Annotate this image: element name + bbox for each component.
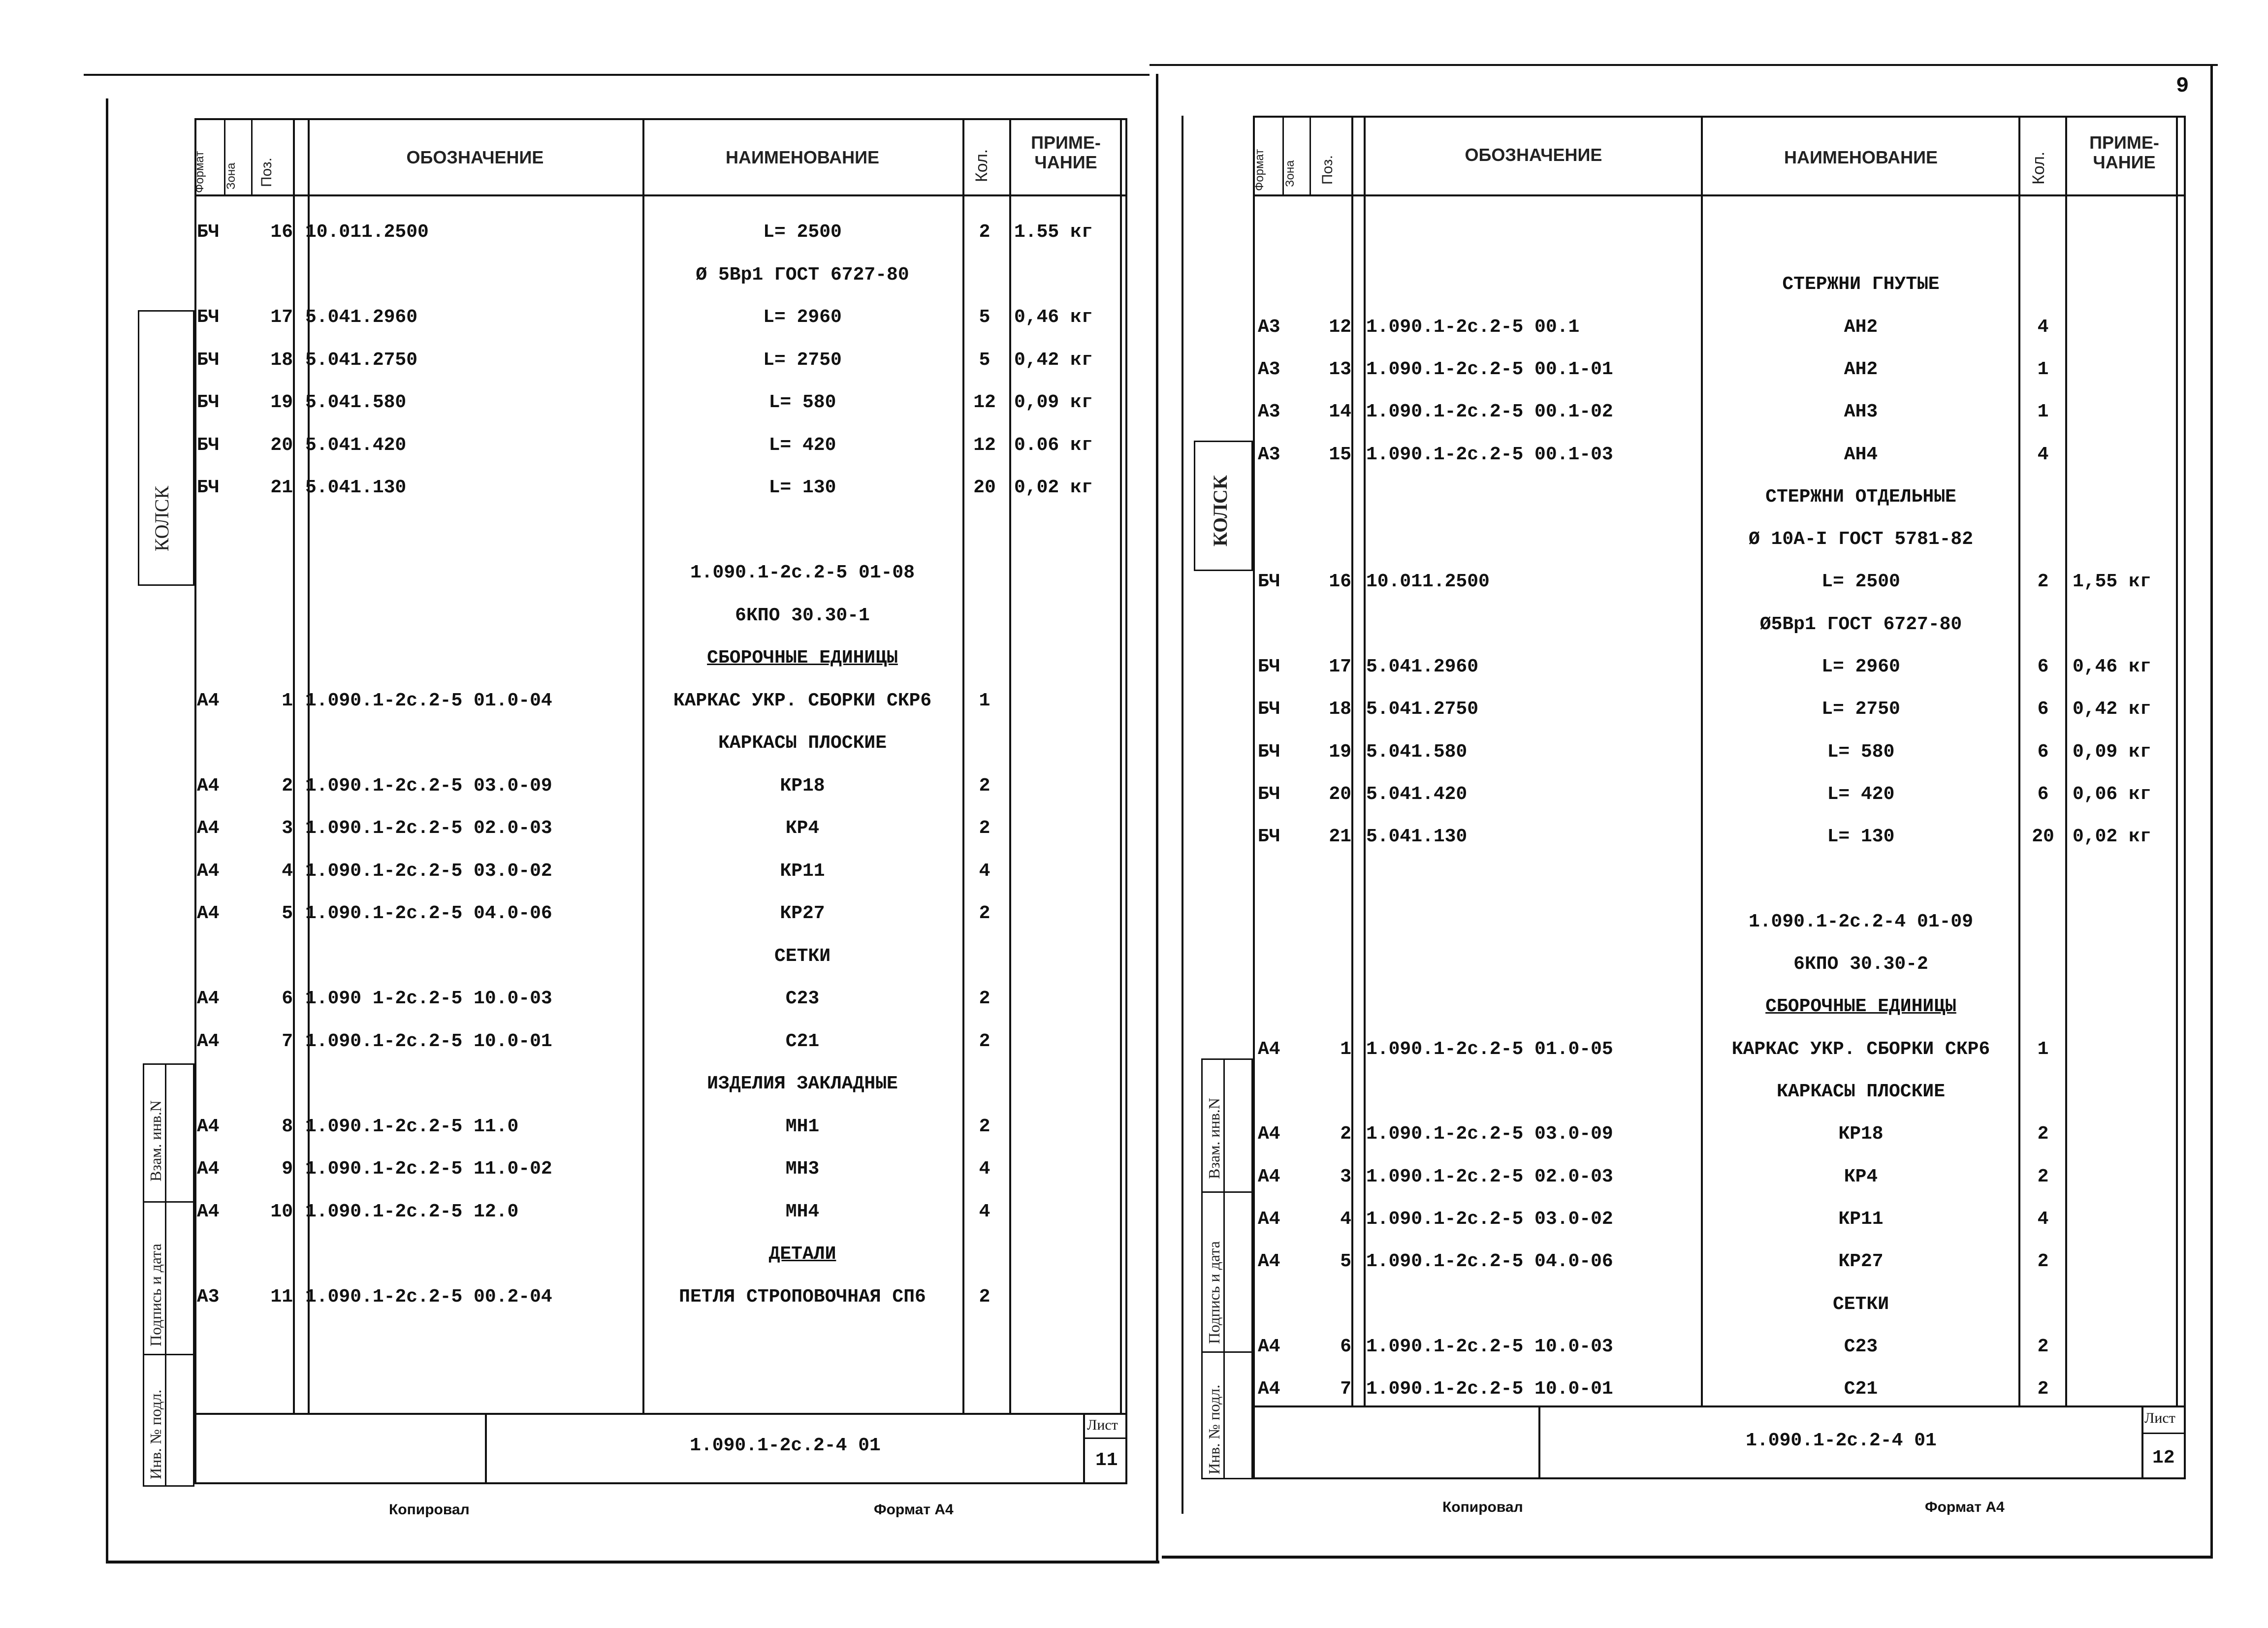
right-row-des: 5.041.2960 xyxy=(1366,656,1479,677)
right-row-des: 1.090.1-2с.2-5 01.0-05 xyxy=(1366,1038,1613,1060)
right-row-fmt: А4 xyxy=(1258,1166,1280,1187)
right-row-fmt: А4 xyxy=(1258,1251,1280,1273)
right-row-des: 1.090.1-2с.2-5 03.0-09 xyxy=(1366,1123,1613,1145)
left-row-fmt: БЧ xyxy=(197,434,220,456)
left-row-fmt: БЧ xyxy=(197,349,220,371)
left-row-note: 1.55 кг xyxy=(1014,222,1093,243)
right-row-qty: 6 xyxy=(2037,783,2049,805)
left-side-rule xyxy=(143,1354,194,1355)
right-row-qty: 4 xyxy=(2037,444,2049,465)
right-row-fmt: А4 xyxy=(1258,1123,1280,1145)
left-side-rule xyxy=(165,1063,166,1487)
left-row-name: КР4 xyxy=(785,818,820,839)
left-row-qty: 4 xyxy=(979,860,990,882)
right-stamp-rule xyxy=(2141,1405,2143,1479)
left-stamp-rule xyxy=(485,1413,487,1484)
left-row-fmt: А4 xyxy=(197,988,220,1009)
left-col-rule xyxy=(1009,118,1011,1413)
left-row-des: 1.090.1-2с.2-5 12.0 xyxy=(305,1201,519,1222)
left-row-note: 0.06 кг xyxy=(1014,434,1093,456)
left-header-rule xyxy=(194,194,1127,196)
right-row-des: 1.090.1-2с.2-5 00.1-03 xyxy=(1366,444,1613,465)
left-row-name: МН4 xyxy=(785,1201,820,1222)
right-row-fmt: А4 xyxy=(1258,1208,1280,1230)
left-row-pos: 5 xyxy=(282,903,293,924)
right-row-name: L= 2960 xyxy=(1821,656,1900,677)
right-hdr-pos: Поз. xyxy=(1319,155,1336,185)
right-stamp-code: 1.090.1-2с.2-4 01 xyxy=(1746,1430,1937,1451)
right-row-pos: 21 xyxy=(1329,826,1351,848)
right-row-des: 1.090.1-2с.2-5 02.0-03 xyxy=(1366,1166,1613,1187)
right-row-pos: 4 xyxy=(1340,1208,1351,1230)
right-row-fmt: А3 xyxy=(1258,444,1280,465)
left-row-des: 5.041.420 xyxy=(305,434,407,456)
right-row-name: L= 580 xyxy=(1827,741,1895,763)
left-row-des: 1.090.1-2с.2-5 01.0-04 xyxy=(305,690,552,711)
right-row-qty: 1 xyxy=(2037,401,2049,423)
left-row-name: ПЕТЛЯ СТРОПОВОЧНАЯ СП6 xyxy=(679,1286,926,1308)
right-row-des: 1.090.1-2с.2-5 00.1-02 xyxy=(1366,401,1613,423)
left-stamp-rule xyxy=(194,1413,1127,1415)
right-row-des: 1.090.1-2с.2-5 03.0-02 xyxy=(1366,1208,1613,1230)
left-row-note: 0,46 кг xyxy=(1014,307,1093,328)
left-row-des: 1.090.1-2с.2-5 00.2-04 xyxy=(305,1286,552,1308)
left-row-des: 1.090.1-2с.2-5 02.0-03 xyxy=(305,818,552,839)
left-col-rule xyxy=(293,118,295,1413)
left-hdr-pos: Поз. xyxy=(258,158,275,187)
left-row-note: 0,02 кг xyxy=(1014,477,1093,498)
left-hdr-name: НАИМЕНОВАНИЕ xyxy=(726,147,879,167)
right-row-fmt: БЧ xyxy=(1258,656,1280,677)
left-row-pos: 6 xyxy=(282,988,293,1009)
right-row-name: СТЕРЖНИ ГНУТЫЕ xyxy=(1782,274,1940,295)
right-side-rule xyxy=(1201,1351,1253,1353)
right-row-des: 5.041.130 xyxy=(1366,826,1468,848)
right-sheet-number: 12 xyxy=(2152,1447,2175,1468)
left-row-pos: 3 xyxy=(282,818,293,839)
left-row-fmt: А4 xyxy=(197,1116,220,1137)
left-row-fmt: А4 xyxy=(197,1158,220,1180)
right-side-podpis: Подпись и дата xyxy=(1205,1241,1223,1344)
right-row-des: 1.090.1-2с.2-5 04.0-06 xyxy=(1366,1251,1613,1273)
right-top-border xyxy=(1150,64,2218,66)
left-row-qty: 20 xyxy=(973,477,996,498)
left-footer-format: Формат А4 xyxy=(874,1501,954,1518)
right-row-qty: 6 xyxy=(2037,656,2049,677)
right-row-qty: 1 xyxy=(2037,358,2049,380)
left-row-qty: 2 xyxy=(979,1286,990,1308)
right-row-name: АН4 xyxy=(1844,444,1878,465)
left-row-qty: 4 xyxy=(979,1158,990,1180)
left-row-pos: 10 xyxy=(270,1201,293,1222)
left-row-des: 1.090.1-2с.2-5 03.0-09 xyxy=(305,775,552,797)
left-row-des: 1.090.1-2с.2-5 10.0-01 xyxy=(305,1030,552,1052)
left-row-pos: 20 xyxy=(270,434,293,456)
left-row-name: L= 420 xyxy=(768,434,836,456)
right-row-qty: 20 xyxy=(2032,826,2054,848)
right-row-name: 6КПО 30.30-2 xyxy=(1793,954,1928,975)
right-row-pos: 12 xyxy=(1329,316,1351,338)
right-row-name: L= 2750 xyxy=(1821,699,1900,720)
left-row-name: Ø 5Вр1 ГОСТ 6727-80 xyxy=(696,264,909,286)
left-sheet-number: 11 xyxy=(1095,1450,1118,1471)
right-row-fmt: А3 xyxy=(1258,316,1280,338)
left-top-border xyxy=(84,74,1150,76)
left-row-name: КАРКАС УКР. СБОРКИ СКР6 xyxy=(673,690,932,711)
left-row-pos: 7 xyxy=(282,1030,293,1052)
right-row-qty: 6 xyxy=(2037,741,2049,763)
left-row-pos: 21 xyxy=(270,477,293,498)
left-stamp-rule xyxy=(1083,1437,1127,1439)
right-row-fmt: А3 xyxy=(1258,401,1280,423)
left-row-fmt: А4 xyxy=(197,775,220,797)
right-corner-mark: 9 xyxy=(2176,74,2189,98)
left-row-fmt: А4 xyxy=(197,818,220,839)
left-row-pos: 1 xyxy=(282,690,293,711)
left-row-qty: 5 xyxy=(979,349,990,371)
right-row-fmt: А4 xyxy=(1258,1378,1280,1400)
left-row-name: МН3 xyxy=(785,1158,820,1180)
right-row-name: АН3 xyxy=(1844,401,1878,423)
right-right-border xyxy=(2210,64,2213,1558)
right-col-rule xyxy=(1364,116,1366,1405)
left-row-name: ДЕТАЛИ xyxy=(768,1244,836,1265)
right-row-des: 5.041.2750 xyxy=(1366,699,1479,720)
right-header-rule xyxy=(1253,194,2186,196)
right-footer-format: Формат А4 xyxy=(1925,1499,2005,1515)
left-row-name: МН1 xyxy=(785,1116,820,1137)
right-row-qty: 4 xyxy=(2037,1208,2049,1230)
left-row-pos: 9 xyxy=(282,1158,293,1180)
right-row-fmt: БЧ xyxy=(1258,783,1280,805)
right-hdr-name: НАИМЕНОВАНИЕ xyxy=(1784,147,1938,167)
right-row-name: КР27 xyxy=(1838,1251,1884,1273)
right-row-name: L= 2500 xyxy=(1821,571,1900,593)
left-row-fmt: А3 xyxy=(197,1286,220,1308)
left-outer-left-border xyxy=(106,98,108,1561)
left-kolaks-label: КОЛСК xyxy=(151,485,173,551)
left-side-inv: Инв. № подл. xyxy=(147,1389,164,1479)
left-row-pos: 17 xyxy=(270,307,293,328)
right-row-pos: 17 xyxy=(1329,656,1351,677)
left-row-pos: 4 xyxy=(282,860,293,882)
right-row-name: СЕТКИ xyxy=(1832,1293,1889,1315)
left-row-fmt: БЧ xyxy=(197,307,220,328)
left-row-pos: 16 xyxy=(270,222,293,243)
left-row-name: СЕТКИ xyxy=(774,945,831,967)
right-row-des: 1.090.1-2с.2-5 00.1 xyxy=(1366,316,1580,338)
right-row-name: КР4 xyxy=(1844,1166,1878,1187)
right-kolaks-label: КОЛСК xyxy=(1209,475,1231,546)
right-col-rule xyxy=(1310,116,1311,194)
left-stamp-rule xyxy=(1083,1413,1085,1484)
right-sheet-label: Лист xyxy=(2144,1410,2175,1426)
right-col-rule xyxy=(2018,116,2020,1405)
right-row-name: АН2 xyxy=(1844,316,1878,338)
left-row-name: СБОРОЧНЫЕ ЕДИНИЦЫ xyxy=(707,647,898,669)
right-row-qty: 2 xyxy=(2037,1378,2049,1400)
left-sheet-label: Лист xyxy=(1087,1417,1118,1433)
left-row-des: 1.090 1-2с.2-5 10.0-03 xyxy=(305,988,552,1009)
right-row-note: 1,55 кг xyxy=(2073,571,2151,593)
left-row-des: 5.041.2960 xyxy=(305,307,418,328)
right-row-pos: 1 xyxy=(1340,1038,1351,1060)
right-row-fmt: БЧ xyxy=(1258,826,1280,848)
right-row-note: 0,06 кг xyxy=(2073,783,2151,805)
left-hdr-designation: ОБОЗНАЧЕНИЕ xyxy=(406,147,544,167)
right-row-name: L= 130 xyxy=(1827,826,1895,848)
left-row-name: L= 2750 xyxy=(763,349,842,371)
right-row-name: Ø5Вр1 ГОСТ 6727-80 xyxy=(1759,613,1962,635)
right-stamp-rule xyxy=(1253,1405,2186,1407)
right-hdr-qty: Кол. xyxy=(2029,151,2048,185)
right-row-pos: 20 xyxy=(1329,783,1351,805)
right-row-pos: 15 xyxy=(1329,444,1351,465)
left-row-name: КР27 xyxy=(780,903,825,924)
left-hdr-note: ПРИМЕ- ЧАНИЕ xyxy=(1031,132,1101,172)
right-row-name: С23 xyxy=(1844,1336,1878,1357)
right-outer-left-border xyxy=(1182,116,1183,1514)
left-footer-copied: Копировал xyxy=(389,1501,470,1518)
right-side-rule xyxy=(1201,1191,1253,1193)
right-row-pos: 18 xyxy=(1329,699,1351,720)
right-row-name: 1.090.1-2с.2-4 01-09 xyxy=(1748,911,1974,932)
right-row-pos: 7 xyxy=(1340,1378,1351,1400)
left-row-qty: 1 xyxy=(979,690,990,711)
left-row-qty: 2 xyxy=(979,1116,990,1137)
right-row-fmt: БЧ xyxy=(1258,741,1280,763)
left-row-qty: 12 xyxy=(973,392,996,413)
right-row-name: СТЕРЖНИ ОТДЕЛЬНЫЕ xyxy=(1765,486,1956,508)
left-row-name: L= 580 xyxy=(768,392,836,413)
right-col-rule xyxy=(2065,116,2067,1405)
left-row-fmt: БЧ xyxy=(197,222,220,243)
left-row-pos: 2 xyxy=(282,775,293,797)
right-row-qty: 6 xyxy=(2037,699,2049,720)
left-row-qty: 2 xyxy=(979,818,990,839)
left-row-name: 6КПО 30.30-1 xyxy=(735,605,870,626)
left-stamp-code: 1.090.1-2с.2-4 01 xyxy=(690,1435,881,1456)
right-row-name: СБОРОЧНЫЕ ЕДИНИЦЫ xyxy=(1765,996,1956,1018)
left-row-name: L= 2960 xyxy=(763,307,842,328)
left-side-vzam: Взам. инв.N xyxy=(147,1100,164,1181)
left-row-fmt: А4 xyxy=(197,1201,220,1222)
left-row-pos: 8 xyxy=(282,1116,293,1137)
left-hdr-format: Формат xyxy=(193,151,206,193)
right-row-pos: 6 xyxy=(1340,1336,1351,1357)
left-row-fmt: А4 xyxy=(197,860,220,882)
right-bottom-border xyxy=(1162,1556,2213,1559)
right-col-rule xyxy=(2176,116,2178,1405)
left-row-qty: 5 xyxy=(979,307,990,328)
left-row-fmt: А4 xyxy=(197,903,220,924)
right-row-qty: 2 xyxy=(2037,1336,2049,1357)
right-row-des: 1.090.1-2с.2-5 00.1-01 xyxy=(1366,358,1613,380)
right-row-fmt: А4 xyxy=(1258,1038,1280,1060)
left-row-qty: 2 xyxy=(979,988,990,1009)
left-row-des: 1.090.1-2с.2-5 04.0-06 xyxy=(305,903,552,924)
left-hdr-qty: Кол. xyxy=(972,149,991,182)
right-row-pos: 2 xyxy=(1340,1123,1351,1145)
right-stamp-rule xyxy=(1538,1405,1540,1479)
left-row-pos: 19 xyxy=(270,392,293,413)
left-bottom-border xyxy=(106,1561,1159,1564)
right-row-pos: 19 xyxy=(1329,741,1351,763)
right-side-rule xyxy=(1223,1058,1225,1479)
right-footer-copied: Копировал xyxy=(1442,1499,1523,1515)
right-row-qty: 2 xyxy=(2037,1166,2049,1187)
right-row-qty: 2 xyxy=(2037,571,2049,593)
right-row-des: 10.011.2500 xyxy=(1366,571,1490,593)
right-row-name: КАРКАСЫ ПЛОСКИЕ xyxy=(1776,1081,1946,1102)
left-row-qty: 2 xyxy=(979,775,990,797)
left-col-rule xyxy=(962,118,964,1413)
left-col-rule xyxy=(251,118,253,194)
right-row-pos: 13 xyxy=(1329,358,1351,380)
left-row-name: L= 130 xyxy=(768,477,836,498)
right-row-name: С21 xyxy=(1844,1378,1878,1400)
left-hdr-zone: Зона xyxy=(224,162,238,190)
left-row-qty: 2 xyxy=(979,222,990,243)
left-row-des: 5.041.580 xyxy=(305,392,407,413)
left-row-note: 0,42 кг xyxy=(1014,349,1093,371)
left-col-rule xyxy=(642,118,644,1413)
right-row-fmt: БЧ xyxy=(1258,699,1280,720)
right-row-des: 1.090.1-2с.2-5 10.0-01 xyxy=(1366,1378,1613,1400)
right-row-note: 0,46 кг xyxy=(2073,656,2151,677)
right-row-note: 0,09 кг xyxy=(2073,741,2151,763)
right-row-fmt: А4 xyxy=(1258,1336,1280,1357)
left-row-qty: 4 xyxy=(979,1201,990,1222)
left-side-podpis: Подпись и дата xyxy=(147,1244,164,1346)
left-row-pos: 18 xyxy=(270,349,293,371)
left-row-name: КР11 xyxy=(780,860,825,882)
right-hdr-zone: Зона xyxy=(1283,160,1297,187)
left-row-des: 5.041.2750 xyxy=(305,349,418,371)
left-row-des: 1.090.1-2с.2-5 03.0-02 xyxy=(305,860,552,882)
left-row-fmt: БЧ xyxy=(197,477,220,498)
left-row-pos: 11 xyxy=(270,1286,293,1308)
left-row-fmt: БЧ xyxy=(197,392,220,413)
left-row-name: КР18 xyxy=(780,775,825,797)
right-side-vzam: Взам. инв.N xyxy=(1205,1098,1223,1179)
left-row-qty: 2 xyxy=(979,903,990,924)
right-row-fmt: БЧ xyxy=(1258,571,1280,593)
right-hdr-note: ПРИМЕ- ЧАНИЕ xyxy=(2089,132,2159,172)
right-row-name: Ø 10А-I ГОСТ 5781-82 xyxy=(1748,529,1974,550)
left-row-name: С23 xyxy=(785,988,820,1009)
left-row-name: ИЗДЕЛИЯ ЗАКЛАДНЫЕ xyxy=(707,1073,898,1094)
left-row-des: 1.090.1-2с.2-5 11.0 xyxy=(305,1116,519,1137)
right-hdr-designation: ОБОЗНАЧЕНИЕ xyxy=(1465,145,1602,165)
right-hdr-format: Формат xyxy=(1253,149,1266,191)
left-row-name: КАРКАСЫ ПЛОСКИЕ xyxy=(718,733,887,754)
right-row-fmt: А3 xyxy=(1258,358,1280,380)
left-row-name: 1.090.1-2с.2-5 01-08 xyxy=(690,562,915,583)
left-row-qty: 2 xyxy=(979,1030,990,1052)
right-row-name: КР11 xyxy=(1838,1208,1884,1230)
left-row-qty: 12 xyxy=(973,434,996,456)
right-row-pos: 16 xyxy=(1329,571,1351,593)
right-row-pos: 5 xyxy=(1340,1251,1351,1273)
right-row-pos: 3 xyxy=(1340,1166,1351,1187)
right-col-rule xyxy=(1701,116,1703,1405)
right-row-qty: 1 xyxy=(2037,1038,2049,1060)
left-row-des: 5.041.130 xyxy=(305,477,407,498)
right-row-des: 5.041.580 xyxy=(1366,741,1468,763)
right-row-name: КР18 xyxy=(1838,1123,1884,1145)
right-row-note: 0,02 кг xyxy=(2073,826,2151,848)
left-row-name: L= 2500 xyxy=(763,222,842,243)
left-row-fmt: А4 xyxy=(197,690,220,711)
left-row-des: 10.011.2500 xyxy=(305,222,429,243)
right-row-qty: 4 xyxy=(2037,316,2049,338)
left-right-border xyxy=(1156,74,1158,1563)
left-row-name: С21 xyxy=(785,1030,820,1052)
right-col-rule xyxy=(1351,116,1353,1405)
right-row-des: 1.090.1-2с.2-5 10.0-03 xyxy=(1366,1336,1613,1357)
left-side-rule xyxy=(143,1201,194,1203)
right-row-name: КАРКАС УКР. СБОРКИ СКР6 xyxy=(1731,1038,1990,1060)
right-row-pos: 14 xyxy=(1329,401,1351,423)
left-row-des: 1.090.1-2с.2-5 11.0-02 xyxy=(305,1158,552,1180)
right-row-des: 5.041.420 xyxy=(1366,783,1468,805)
left-row-fmt: А4 xyxy=(197,1030,220,1052)
right-row-qty: 2 xyxy=(2037,1251,2049,1273)
left-col-rule xyxy=(1120,118,1122,1413)
right-row-name: АН2 xyxy=(1844,358,1878,380)
right-row-qty: 2 xyxy=(2037,1123,2049,1145)
right-side-inv: Инв. № подл. xyxy=(1205,1384,1223,1474)
right-stamp-rule xyxy=(2141,1433,2186,1434)
left-row-note: 0,09 кг xyxy=(1014,392,1093,413)
right-row-name: L= 420 xyxy=(1827,783,1895,805)
right-row-note: 0,42 кг xyxy=(2073,699,2151,720)
